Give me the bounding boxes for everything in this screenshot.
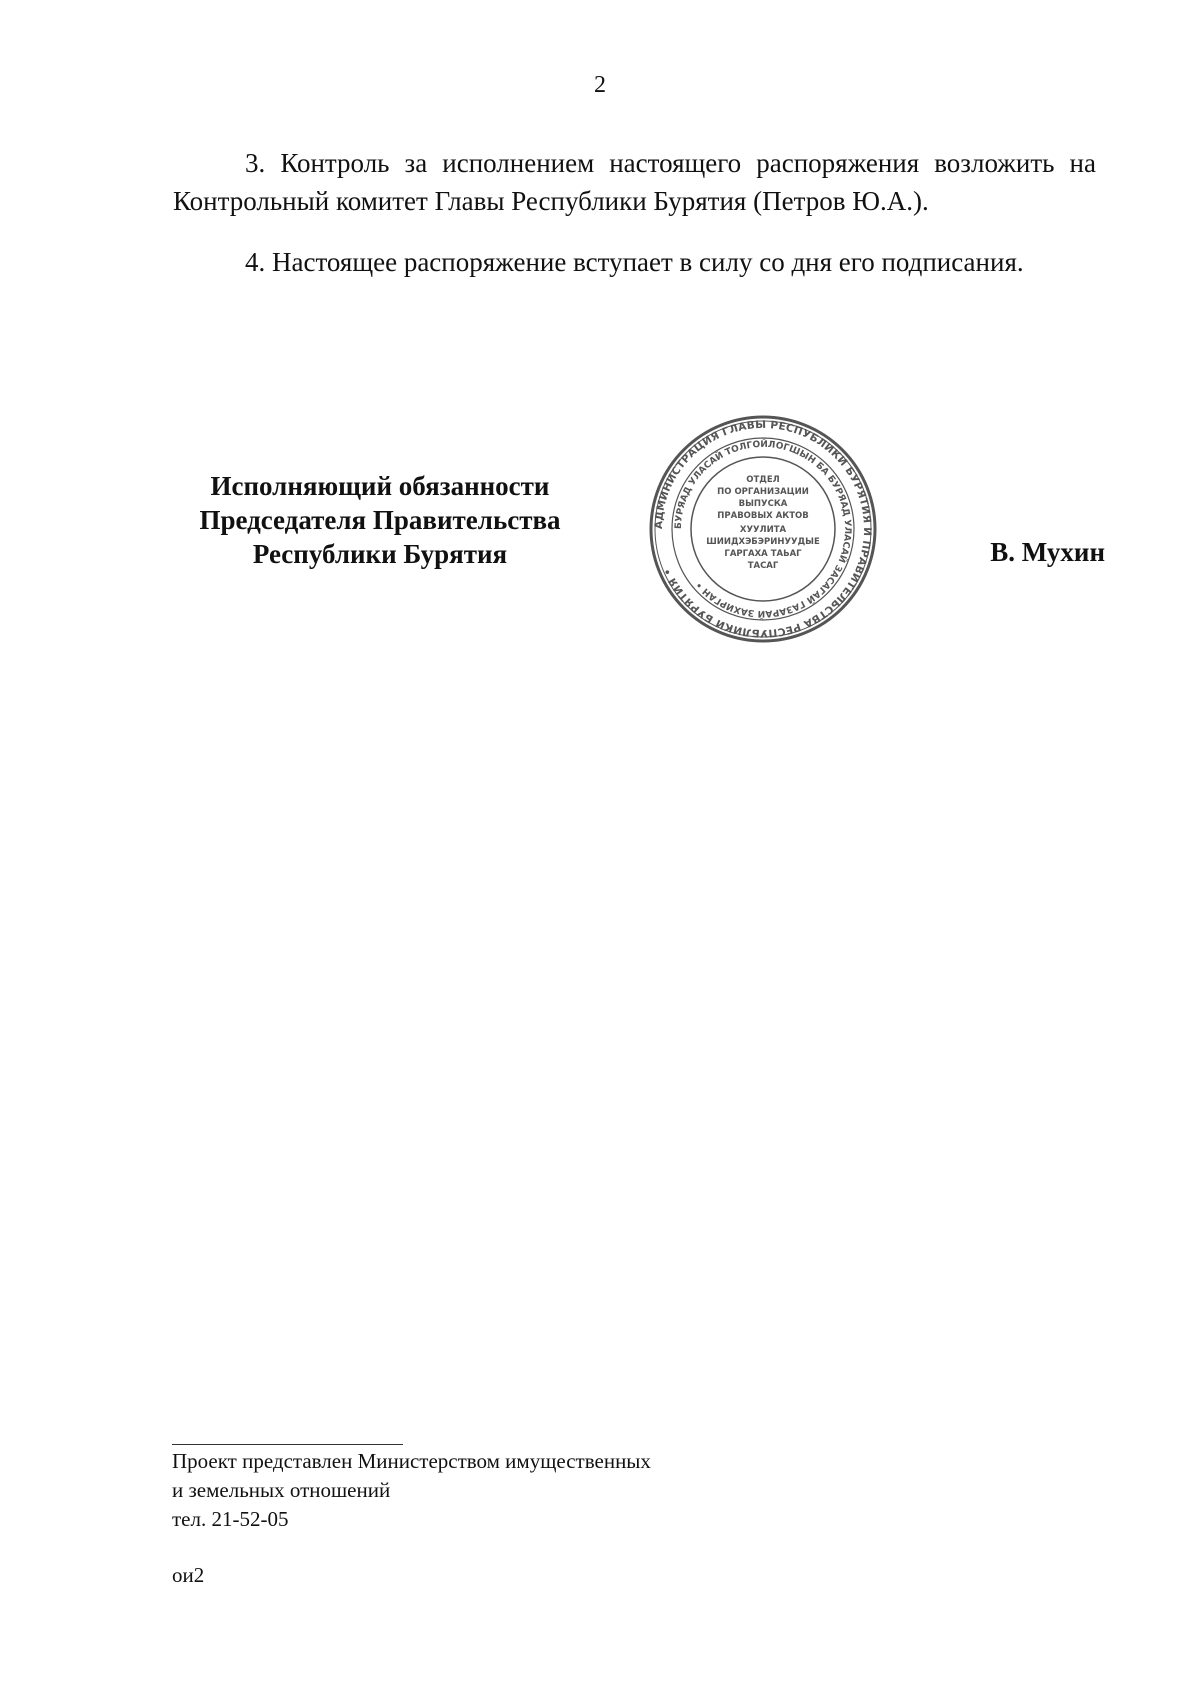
seal-center-line-3: ВЫПУСКА — [738, 499, 788, 509]
seal-center-line-4: ПРАВОВЫХ АКТОВ — [717, 511, 809, 521]
seal-inner-ring-text: БУРЯАД УЛАСАЙ ТОЛГОЙЛОГШЫН БА БУРЯАД УЛАСАЙ ЗАСАГАЙ ГАЗАРАЙ ЗАХИРГАН • — [673, 439, 853, 619]
document-code: ои2 — [172, 1563, 205, 1587]
signer-title-line-2: Председателя Правительства — [199, 505, 561, 535]
seal-center-line-2: ПО ОРГАНИЗАЦИИ — [717, 487, 809, 497]
seal-center-line-6: ШИИДХЭБЭРИНУУДЫЕ — [706, 537, 820, 547]
paragraph-4: 4. Настоящее распоряжение вступает в силу со дня его подписания. — [245, 247, 1024, 277]
seal-center-line-8: ТАСАГ — [747, 561, 779, 571]
footnote-line-3: тел. 21-52-05 — [172, 1507, 289, 1531]
paragraph-3: 3. Контроль за исполнением настоящего распоряжения возложить на Контрольный комитет Главы Республики Бурятия (Петров Ю.А.). — [173, 148, 1096, 216]
seal-graphic — [648, 414, 878, 644]
page-number: 2 — [594, 72, 606, 98]
footnote-line-2: и земельных отношений — [172, 1478, 391, 1502]
footnote — [172, 1447, 651, 1534]
signer-title-line-3: Республики Бурятия — [252, 539, 508, 569]
seal-center-line-7: ГАРГАХА ТАЬАГ — [724, 549, 802, 559]
footnote-line-1: Проект представлен Министерством имущественных — [172, 1449, 651, 1473]
official-seal — [648, 414, 878, 644]
seal-center-line-1: ОТДЕЛ — [746, 475, 780, 485]
footnote-divider — [172, 1444, 403, 1445]
signer-title-line-1: Исполняющий обязанности — [210, 471, 550, 501]
seal-outer-ring-text: АДМИНИСТРАЦИЯ ГЛАВЫ РЕСПУБЛИКИ БУРЯТИЯ И ПРАВИТЕЛЬСТВА РЕСПУБЛИКИ БУРЯТИЯ • — [652, 418, 874, 640]
signer-title — [170, 469, 590, 571]
seal-center-line-5: ХУУЛИТА — [739, 525, 787, 535]
signer-name: В. Мухин — [990, 537, 1105, 567]
